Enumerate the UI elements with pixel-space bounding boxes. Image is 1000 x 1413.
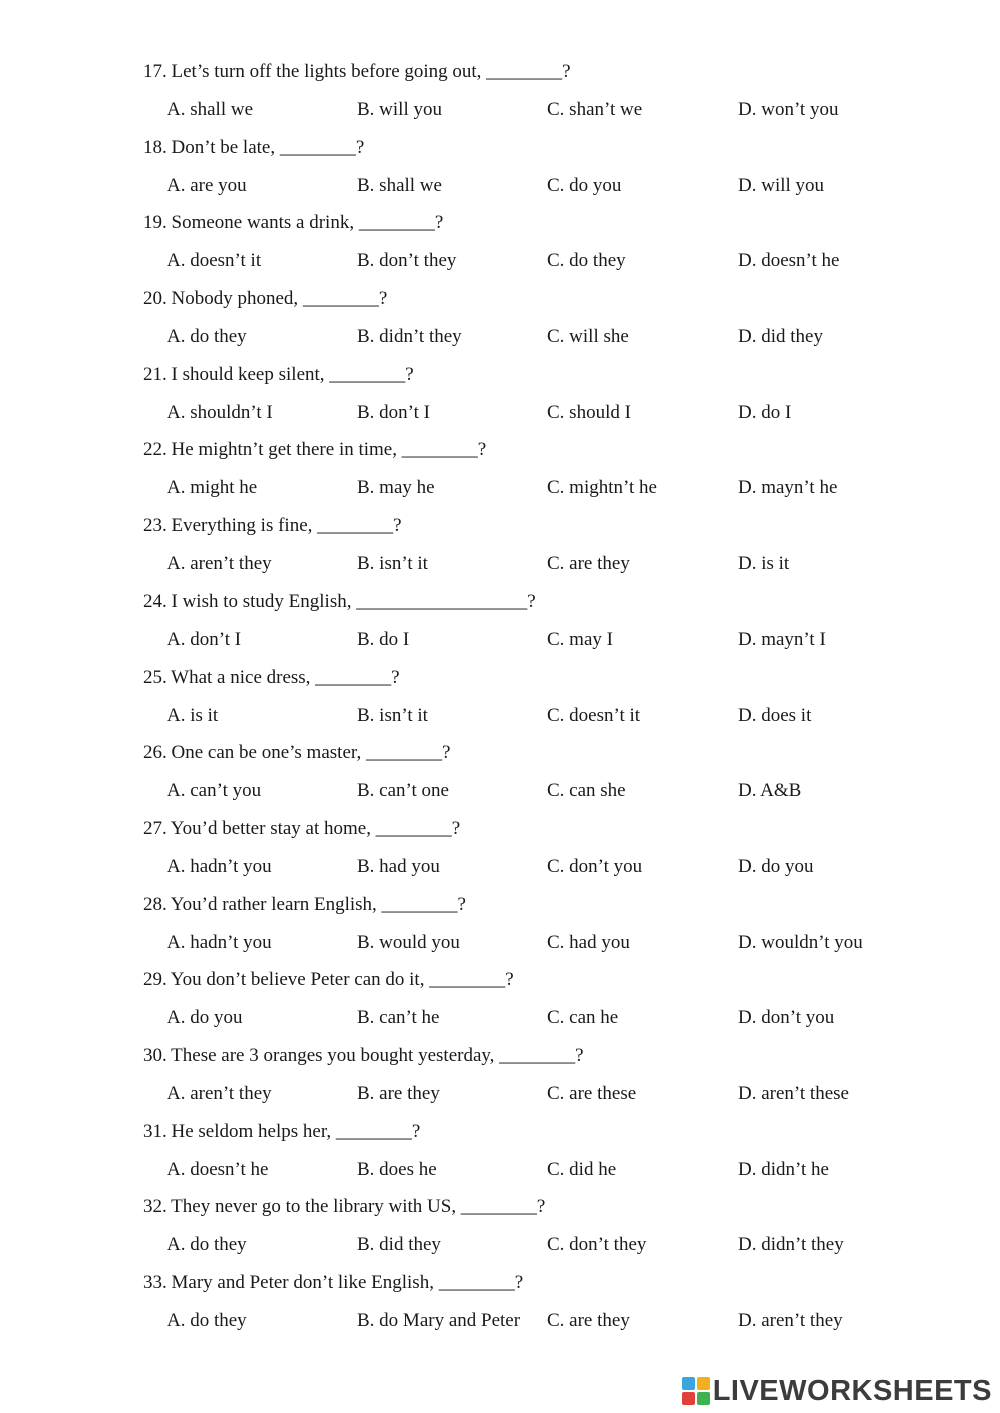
- option-c: C. do they: [547, 250, 626, 272]
- answer-options: [0, 91, 1000, 129]
- option-d: D. A&B: [738, 780, 802, 802]
- option-c: C. should I: [547, 401, 631, 423]
- answer-options: [0, 318, 1000, 356]
- question-block: [0, 1113, 1000, 1189]
- answer-options: [0, 1075, 1000, 1113]
- brand-name: LIVEWORKSHEETS: [712, 1374, 992, 1407]
- option-a: A. shall we: [167, 99, 254, 120]
- option-c: C. will she: [547, 326, 629, 348]
- question-stem: 23. Everything is fine, ________?: [143, 515, 402, 537]
- answer-options: [0, 242, 1000, 280]
- question-stem: 27. You’d better stay at home, ________?: [143, 817, 461, 839]
- option-d: D. do I: [738, 401, 792, 423]
- option-d: D. wouldn’t you: [738, 931, 863, 953]
- option-a: A. is it: [167, 704, 219, 726]
- question-block: [0, 810, 1000, 886]
- question-stem: 22. He mightn’t get there in time, ________?: [143, 439, 487, 461]
- question-block: [0, 356, 1000, 432]
- option-b: B. are they: [357, 1082, 440, 1104]
- option-c: C. mightn’t he: [547, 477, 657, 499]
- option-b: B. do Mary and Peter: [357, 1310, 521, 1331]
- option-c: C. do you: [547, 174, 622, 196]
- question-block: [0, 659, 1000, 735]
- liveworksheets-logo-icon: [682, 1377, 710, 1405]
- option-a: A. might he: [167, 477, 258, 499]
- option-d: D. doesn’t he: [738, 250, 840, 272]
- question-block: [0, 280, 1000, 356]
- question-block: [0, 734, 1000, 810]
- answer-options: [0, 1151, 1000, 1189]
- answer-options: [0, 999, 1000, 1037]
- option-d: D. did they: [738, 326, 823, 348]
- option-d: D. don’t you: [738, 1007, 835, 1029]
- option-a: A. do they: [167, 326, 247, 348]
- option-a: A. don’t I: [167, 628, 242, 650]
- option-d: D. do you: [738, 855, 814, 877]
- option-c: C. are these: [547, 1082, 637, 1104]
- option-b: B. will you: [357, 99, 442, 120]
- option-b: B. may he: [357, 477, 435, 499]
- option-c: C. doesn’t it: [547, 704, 641, 726]
- question-stem: 32. They never go to the library with US, ________?: [143, 1196, 546, 1218]
- question-stem: 31. He seldom helps her, ________?: [143, 1120, 421, 1142]
- option-d: D. mayn’t I: [738, 628, 826, 650]
- option-c: C. had you: [547, 931, 630, 953]
- question-block: [0, 431, 1000, 507]
- question-stem: 18. Don’t be late, ________?: [143, 136, 365, 158]
- option-b: B. isn’t it: [357, 704, 428, 726]
- question-stem: 33. Mary and Peter don’t like English, ________?: [143, 1272, 524, 1293]
- option-c: C. can she: [547, 780, 626, 802]
- question-block: [0, 129, 1000, 205]
- option-d: D. does it: [738, 704, 812, 726]
- question-stem: 26. One can be one’s master, ________?: [143, 742, 451, 764]
- question-block: [0, 886, 1000, 962]
- option-c: C. may I: [547, 628, 613, 650]
- answer-options: [0, 545, 1000, 583]
- option-b: B. had you: [357, 855, 440, 877]
- option-b: B. do I: [357, 628, 410, 650]
- option-d: D. aren’t they: [738, 1310, 843, 1331]
- question-stem: 25. What a nice dress, ________?: [143, 666, 400, 688]
- option-c: C. shan’t we: [547, 99, 643, 120]
- option-a: A. doesn’t it: [167, 250, 262, 272]
- liveworksheets-brand: [682, 1373, 992, 1409]
- answer-options: [0, 697, 1000, 735]
- worksheet-questions: [0, 53, 1000, 1340]
- answer-options: [0, 1226, 1000, 1264]
- option-b: B. don’t they: [357, 250, 457, 272]
- question-block: [0, 1264, 1000, 1340]
- option-b: B. did they: [357, 1234, 441, 1256]
- question-block: [0, 1188, 1000, 1264]
- question-stem: 19. Someone wants a drink, ________?: [143, 212, 444, 234]
- question-block: [0, 1037, 1000, 1113]
- option-a: A. do they: [167, 1234, 247, 1256]
- question-block: [0, 204, 1000, 280]
- question-stem: 24. I wish to study English, __________________?: [143, 590, 536, 612]
- option-c: C. did he: [547, 1158, 617, 1180]
- option-c: C. don’t you: [547, 855, 643, 877]
- option-d: D. is it: [738, 553, 790, 575]
- option-d: D. didn’t he: [738, 1158, 829, 1180]
- option-b: B. would you: [357, 931, 460, 953]
- option-d: D. mayn’t he: [738, 477, 838, 499]
- option-c: C. are they: [547, 1310, 630, 1331]
- option-b: B. didn’t they: [357, 326, 462, 348]
- option-c: C. can he: [547, 1007, 619, 1029]
- answer-options: [0, 621, 1000, 659]
- option-a: A. can’t you: [167, 780, 262, 802]
- option-a: A. hadn’t you: [167, 931, 272, 953]
- question-stem: 30. These are 3 oranges you bought yesterday, ________?: [143, 1044, 584, 1066]
- answer-options: [0, 394, 1000, 432]
- answer-options: [0, 924, 1000, 962]
- option-d: D. didn’t they: [738, 1234, 844, 1256]
- question-stem: 21. I should keep silent, ________?: [143, 363, 414, 385]
- question-stem: 17. Let’s turn off the lights before going out, ________?: [143, 61, 571, 82]
- option-c: C. are they: [547, 553, 630, 575]
- option-b: B. can’t one: [357, 780, 449, 802]
- option-b: B. don’t I: [357, 401, 431, 423]
- option-d: D. won’t you: [738, 99, 839, 120]
- question-stem: 20. Nobody phoned, ________?: [143, 288, 388, 310]
- question-block: [0, 53, 1000, 129]
- option-b: B. shall we: [357, 174, 442, 196]
- option-a: A. aren’t they: [167, 1082, 272, 1104]
- option-a: A. hadn’t you: [167, 855, 272, 877]
- option-c: C. don’t they: [547, 1234, 647, 1256]
- option-a: A. doesn’t he: [167, 1158, 269, 1180]
- answer-options: [0, 167, 1000, 205]
- option-d: D. will you: [738, 174, 825, 196]
- question-block: [0, 583, 1000, 659]
- option-a: A. do they: [167, 1310, 247, 1331]
- option-b: B. isn’t it: [357, 553, 428, 575]
- option-a: A. shouldn’t I: [167, 401, 273, 423]
- option-d: D. aren’t these: [738, 1082, 849, 1104]
- option-b: B. can’t he: [357, 1007, 440, 1029]
- question-stem: 29. You don’t believe Peter can do it, ________?: [143, 969, 514, 991]
- answer-options: [0, 469, 1000, 507]
- answer-options: [0, 848, 1000, 886]
- question-block: [0, 507, 1000, 583]
- option-a: A. are you: [167, 174, 247, 196]
- question-block: [0, 961, 1000, 1037]
- question-stem: 28. You’d rather learn English, ________?: [143, 893, 466, 915]
- answer-options: [0, 772, 1000, 810]
- answer-options: [0, 1302, 1000, 1340]
- option-b: B. does he: [357, 1158, 437, 1180]
- option-a: A. do you: [167, 1007, 243, 1029]
- option-a: A. aren’t they: [167, 553, 272, 575]
